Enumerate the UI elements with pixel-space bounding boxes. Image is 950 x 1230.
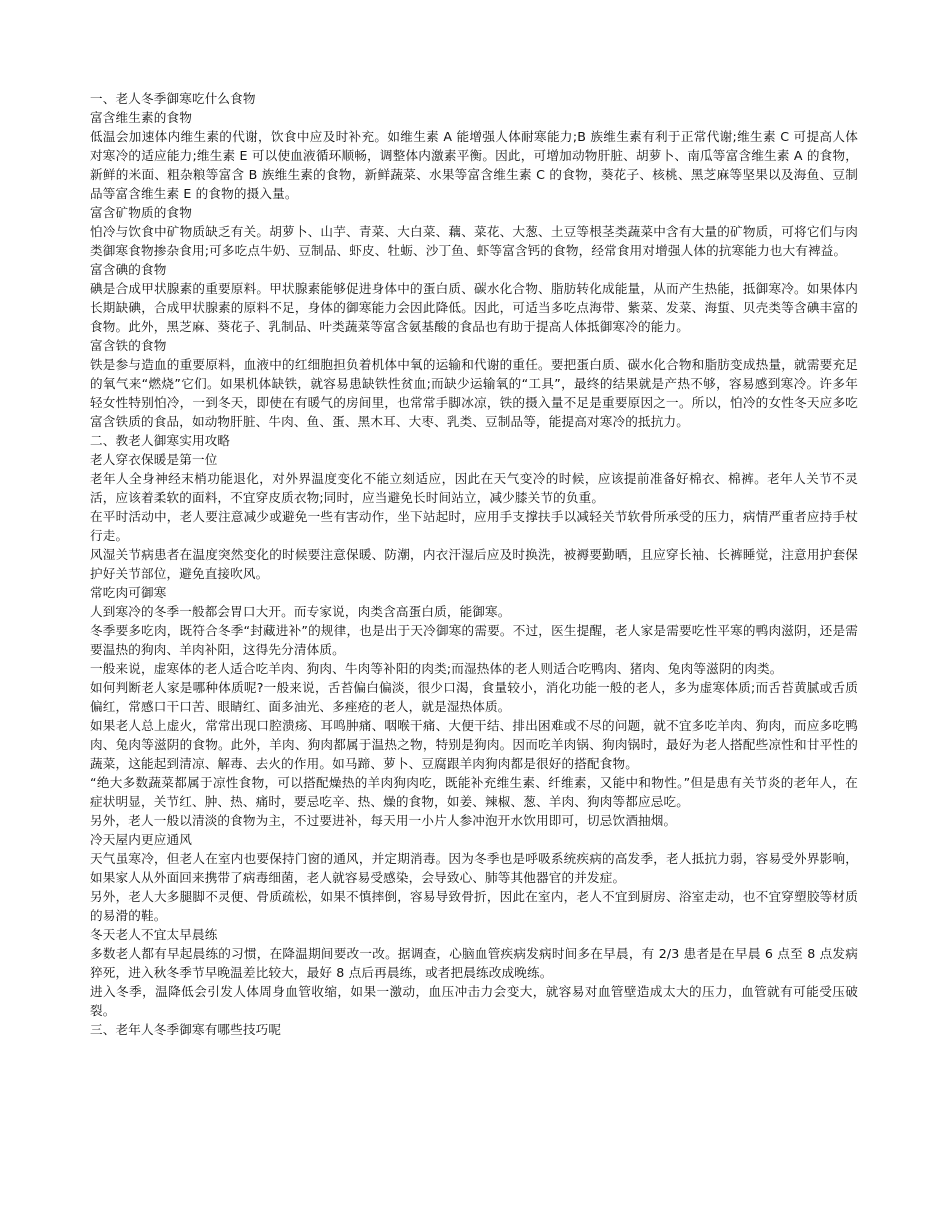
body-paragraph: 另外，老人一般以清淡的食物为主，不过要进补，每天用一小片人参冲泡开水饮用即可，切忌饮酒抽烟。: [90, 813, 677, 828]
sub-heading: 富含维生素的食物: [90, 110, 192, 125]
body-paragraph: 如果老人总上虚火，常常出现口腔溃疡、耳鸣肿痛、咽喉干痛、大便干结、排出困难或不尽的问题，就不宜多吃羊肉、狗肉，而应多吃鸭肉、兔肉等滋阴的食物。此外，羊肉、狗肉都属于温热之物，特别是狗肉。因而吃羊肉锅、狗肉锅时，最好为老人搭配些凉性和甘平性的蔬菜，这能起到清凉、解毒、去火的作用。如马蹄、萝卜、豆腐跟羊肉狗肉都是很好的搭配食物。: [90, 718, 858, 771]
sub-heading: 冷天屋内更应通风: [90, 832, 192, 847]
body-paragraph: 老年人全身神经末梢功能退化，对外界温度变化不能立刻适应，因此在天气变冷的时候，应该提前准备好棉衣、棉裤。老年人关节不灵活，应该着柔软的面料，不宜穿皮质衣物;同时，应当避免长时间站立，减少膝关节的负重。: [90, 471, 858, 505]
body-paragraph: 低温会加速体内维生素的代谢，饮食中应及时补充。如维生素 A 能增强人体耐寒能力;B 族维生素有利于正常代谢;维生素 C 可提高人体对寒冷的适应能力;维生素 E 可以使血液循环顺畅，调整体内激素平衡。因此，可增加动物肝脏、胡萝卜、南瓜等富含维生素 A 的食物，新鲜的米面、粗杂粮等富含 B 族维生素的食物，新鲜蔬菜、水果等富含维生素 C 的食物，葵花子、核桃、黑芝麻等坚果以及海鱼、豆制品等富含维生素 E 的食物的摄入量。: [90, 129, 858, 201]
body-paragraph: 碘是合成甲状腺素的重要原料。甲状腺素能够促进身体中的蛋白质、碳水化合物、脂肪转化成能量，从而产生热能，抵御寒冷。如果体内长期缺碘，合成甲状腺素的原料不足，身体的御寒能力会因此降低。因此，可适当多吃点海带、紫菜、发菜、海蜇、贝壳类等含碘丰富的食物。此外，黑芝麻、葵花子、乳制品、叶类蔬菜等富含氨基酸的食品也有助于提高人体抵御寒冷的能力。: [90, 281, 858, 334]
sub-heading: 富含矿物质的食物: [90, 205, 192, 220]
body-paragraph: 天气虽寒冷，但老人在室内也要保持门窗的通风，并定期消毒。因为冬季也是呼吸系统疾病的高发季，老人抵抗力弱，容易受外界影响，如果家人从外面回来携带了病毒细菌，老人就容易受感染，会导致心、肺等其他器官的并发症。: [90, 851, 858, 885]
body-paragraph: 如何判断老人家是哪种体质呢?一般来说，舌苔偏白偏淡，很少口渴，食量较小，消化功能一般的老人，多为虚寒体质;而舌苔黄腻或舌质偏红，常感口干口苦、眼睛红、面多油光、多痤疮的老人，就是湿热体质。: [90, 680, 858, 714]
body-paragraph: 多数老人都有早起晨练的习惯，在降温期间要改一改。据调查，心脑血管疾病发病时间多在早晨，有 2/3 患者是在早晨 6 点至 8 点发病猝死，进入秋冬季节早晚温差比较大，最好 8 点后再晨练，或者把晨练改成晚练。: [90, 946, 858, 980]
sub-heading: 富含铁的食物: [90, 338, 167, 353]
section-heading: 二、教老人御寒实用攻略: [90, 433, 231, 448]
body-paragraph: 在平时活动中，老人要注意减少或避免一些有害动作，坐下站起时，应用手支撑扶手以减轻关节软骨所承受的压力，病情严重者应持手杖行走。: [90, 509, 858, 543]
body-paragraph: 铁是参与造血的重要原料，血液中的红细胞担负着机体中氧的运输和代谢的重任。要把蛋白质、碳水化合物和脂肪变成热量，就需要充足的氧气来“燃烧”它们。如果机体缺铁，就容易患缺铁性贫血;而缺少运输氧的“工具”，最终的结果就是产热不够，容易感到寒冷。许多年轻女性特别怕冷，一到冬天，即使在有暖气的房间里，也常常手脚冰凉，铁的摄入量不足是重要原因之一。所以，怕冷的女性冬天应多吃富含铁质的食品，如动物肝脏、牛肉、鱼、蛋、黑木耳、大枣、乳类、豆制品等，能提高对寒冷的抵抗力。: [90, 357, 858, 429]
body-paragraph: “绝大多数蔬菜都属于凉性食物，可以搭配燥热的羊肉狗肉吃，既能补充维生素、纤维素，又能中和物性。”但是患有关节炎的老年人，在症状明显，关节红、肿、热、痛时，要忌吃辛、热、燥的食物，如姜、辣椒、葱、羊肉、狗肉等都应忌吃。: [90, 775, 858, 809]
body-paragraph: 冬季要多吃肉，既符合冬季“封藏进补”的规律，也是出于天冷御寒的需要。不过，医生提醒，老人家是需要吃性平寒的鸭肉滋阴，还是需要温热的狗肉、羊肉补阳，这得先分清体质。: [90, 623, 858, 657]
body-paragraph: 怕冷与饮食中矿物质缺乏有关。胡萝卜、山芋、青菜、大白菜、藕、菜花、大葱、土豆等根茎类蔬菜中含有大量的矿物质，可将它们与肉类御寒食物掺杂食用;可多吃点牛奶、豆制品、虾皮、牡蛎、沙丁鱼、虾等富含钙的食物，经常食用对增强人体的抗寒能力也大有裨益。: [90, 224, 858, 258]
body-paragraph: 风湿关节病患者在温度突然变化的时候要注意保暖、防潮，内衣汗湿后应及时换洗，被褥要勤晒，且应穿长袖、长裤睡觉，注意用护套保护好关节部位，避免直接吹风。: [90, 547, 858, 581]
section-heading: 三、老年人冬季御寒有哪些技巧呢: [90, 1022, 282, 1037]
section-heading: 一、老人冬季御寒吃什么食物: [90, 91, 256, 106]
sub-heading: 常吃肉可御寒: [90, 585, 167, 600]
sub-heading: 老人穿衣保暖是第一位: [90, 452, 218, 467]
document-body: [90, 89, 858, 1039]
body-paragraph: 一般来说，虚寒体的老人适合吃羊肉、狗肉、牛肉等补阳的肉类;而湿热体的老人则适合吃鸭肉、猪肉、兔肉等滋阴的肉类。: [90, 661, 783, 676]
body-paragraph: 人到寒冷的冬季一般都会胃口大开。而专家说，肉类含高蛋白质，能御寒。: [90, 604, 511, 619]
sub-heading: 富含碘的食物: [90, 262, 167, 277]
body-paragraph: 另外，老人大多腿脚不灵便、骨质疏松，如果不慎摔倒，容易导致骨折，因此在室内，老人不宜到厨房、浴室走动，也不宜穿塑胶等材质的易滑的鞋。: [90, 889, 858, 923]
body-paragraph: 进入冬季，温降低会引发人体周身血管收缩，如果一激动，血压冲击力会变大，就容易对血管壁造成太大的压力，血管就有可能受压破裂。: [90, 984, 858, 1018]
sub-heading: 冬天老人不宜太早晨练: [90, 927, 218, 942]
